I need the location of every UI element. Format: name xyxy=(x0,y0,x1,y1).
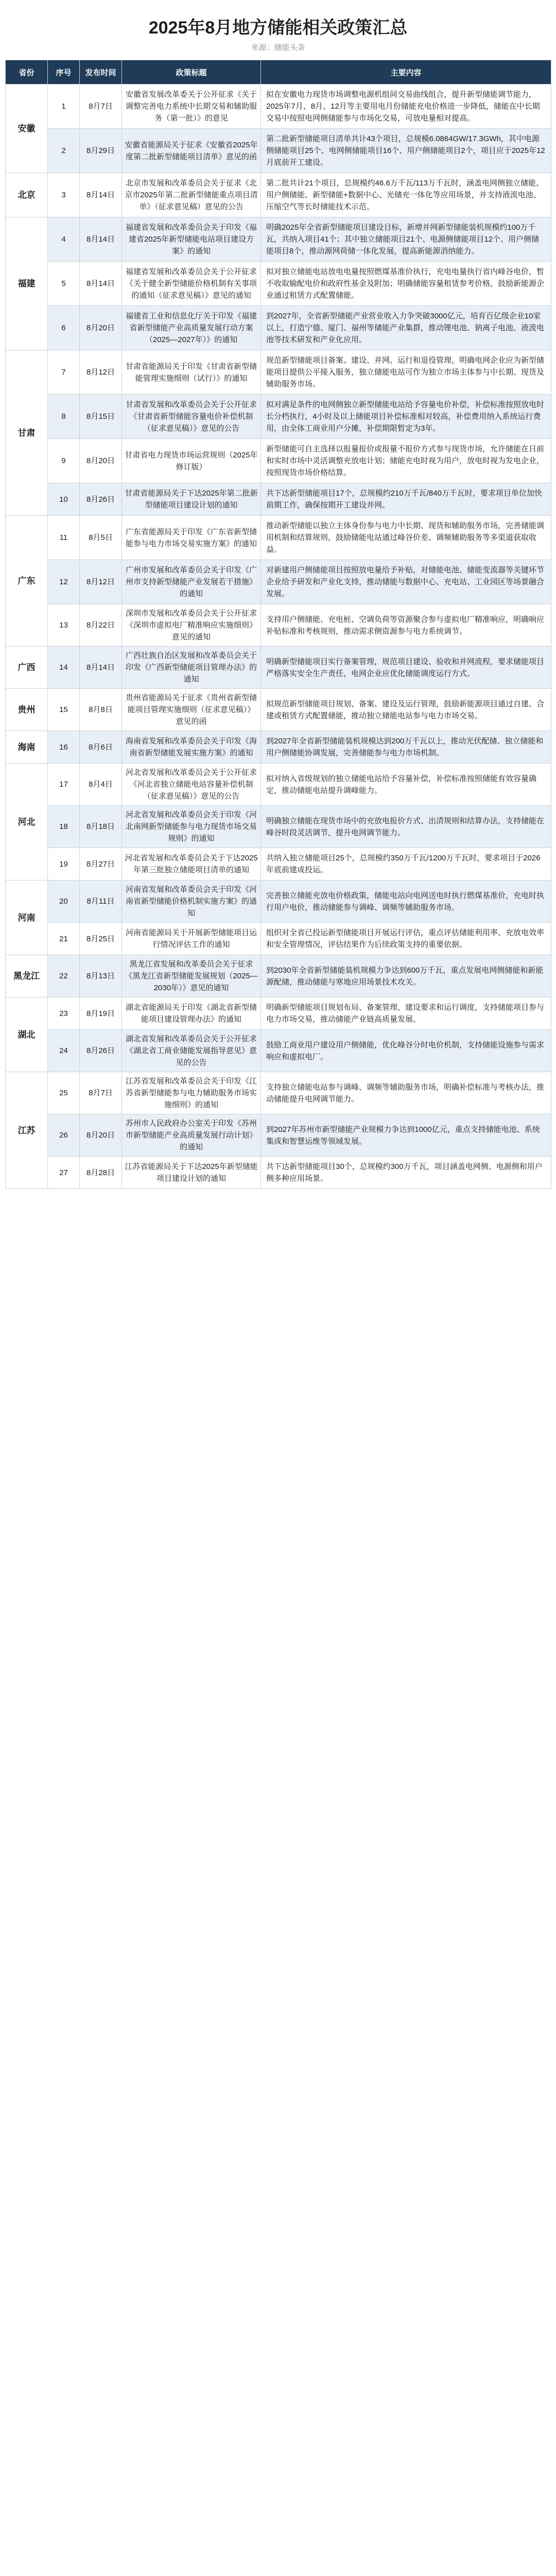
date-cell: 8月12日 xyxy=(80,350,122,395)
table-row xyxy=(6,955,551,997)
table-row xyxy=(6,395,551,439)
policy-title-cell: 广西壮族自治区发展和改革委员会关于印发《广西新型储能项目管理办法》的通知 xyxy=(122,647,261,689)
row-number-cell: 6 xyxy=(48,306,80,350)
policy-content-cell: 组织对全省已投运新型储能项目开展运行评估，重点评估储能利用率、充放电效率和安全管理情况，评估结果作为后续政策支持的重要依据。 xyxy=(261,923,551,955)
table-row xyxy=(6,217,551,262)
row-number-cell: 13 xyxy=(48,604,80,647)
table-row xyxy=(6,848,551,880)
date-cell: 8月19日 xyxy=(80,997,122,1030)
province-cell: 江苏 xyxy=(6,1072,48,1189)
date-cell: 8月14日 xyxy=(80,262,122,306)
table-row xyxy=(6,689,551,731)
date-cell: 8月14日 xyxy=(80,217,122,262)
policy-content-cell: 共纳入独立储能项目25个，总规模约350万千瓦/1200万千瓦时，要求项目于2026年底前建成投运。 xyxy=(261,848,551,880)
policy-title-cell: 黑龙江省发展和改革委员会关于征求《黑龙江省新型储能发展规划（2025—2030年）》意见的通知 xyxy=(122,955,261,997)
policy-title-cell: 福建省工业和信息化厅关于印发《福建省新型储能产业高质量发展行动方案（2025—2027年）》的通知 xyxy=(122,306,261,350)
province-cell: 河北 xyxy=(6,764,48,880)
source-label: 来源：储能头条 xyxy=(251,43,305,52)
date-cell: 8月20日 xyxy=(80,306,122,350)
row-number-cell: 11 xyxy=(48,516,80,560)
policy-content-cell: 完善独立储能充放电价格政策，储能电站向电网送电时执行燃煤基准价，充电时执行用户电价，推动储能参与调峰、调频等辅助服务市场。 xyxy=(261,880,551,923)
row-number-cell: 7 xyxy=(48,350,80,395)
policy-title-cell: 贵州省能源局关于征求《贵州省新型储能项目管理实施细则（征求意见稿）》意见的函 xyxy=(122,689,261,731)
policy-content-cell: 到2027年，全省新型储能产业营业收入力争突破3000亿元，培育百亿级企业10家以上，打造宁德、厦门、福州等储能产业集群，推动锂电池、钠离子电池、液流电池等技术研发和产业化应用。 xyxy=(261,306,551,350)
policy-title-cell: 甘肃省发展和改革委员会关于公开征求《甘肃省新型储能容量电价补偿机制（征求意见稿）》意见的公告 xyxy=(122,395,261,439)
province-cell: 福建 xyxy=(6,217,48,350)
province-cell: 黑龙江 xyxy=(6,955,48,997)
date-cell: 8月27日 xyxy=(80,848,122,880)
policy-content-cell: 新型储能可自主选择以报量报价或报量不报价方式参与现货市场，允许储能在日前和实时市场中灵活调整充放电计划；储能充电时视为用户，放电时视为发电企业，按照现货市场价格结算。 xyxy=(261,439,551,483)
row-number-cell: 1 xyxy=(48,84,80,129)
province-cell: 甘肃 xyxy=(6,350,48,516)
policy-content-cell: 明确2025年全省新型储能项目建设目标，新增并网新型储能装机规模约100万千瓦，共纳入项目41个；其中独立储能项目21个、电源侧储能项目12个、用户侧储能项目8个，推动源网荷储一体化发展，提高新能源消纳能力。 xyxy=(261,217,551,262)
table-row xyxy=(6,350,551,395)
policy-content-cell: 支持用户侧储能、充电桩、空调负荷等资源聚合参与虚拟电厂精准响应，明确响应补贴标准和考核规则，推动需求侧资源参与电力系统调节。 xyxy=(261,604,551,647)
policy-title-cell: 甘肃省电力现货市场运营规则（2025年修订版） xyxy=(122,439,261,483)
policy-content-cell: 拟对纳入省级规划的独立储能电站给予容量补偿，补偿标准按照储能有效容量确定，推动储能电站提升调峰能力。 xyxy=(261,764,551,806)
policy-title-cell: 苏州市人民政府办公室关于印发《苏州市新型储能产业高质量发展行动计划》的通知 xyxy=(122,1114,261,1157)
policy-content-cell: 拟规范新型储能项目规划、备案、建设及运行管理，鼓励新能源项目通过自建、合建或租赁方式配置储能，推动独立储能电站参与电力市场交易。 xyxy=(261,689,551,731)
policy-title-cell: 福建省发展和改革委员会关于公开征求《关于健全新型储能价格机制有关事项的通知（征求意见稿）》意见的通知 xyxy=(122,262,261,306)
province-cell: 河南 xyxy=(6,880,48,955)
table-row xyxy=(6,516,551,560)
policy-content-cell: 明确新型储能项目实行备案管理，规范项目建设、验收和并网流程，要求储能项目严格落实安全生产责任，电网企业应优化储能调度运行方式。 xyxy=(261,647,551,689)
page xyxy=(0,0,556,1199)
table-row xyxy=(6,923,551,955)
row-number-cell: 23 xyxy=(48,997,80,1030)
table-row xyxy=(6,604,551,647)
policy-content-cell: 共下达新型储能项目17个，总规模约210万千瓦/840万千瓦时，要求项目单位加快前期工作，确保按期开工建设并网。 xyxy=(261,483,551,516)
date-cell: 8月14日 xyxy=(80,647,122,689)
table-row xyxy=(6,1157,551,1189)
policy-title-cell: 江苏省发展和改革委员会关于印发《江苏省新型储能参与电力辅助服务市场实施细则》的通知 xyxy=(122,1072,261,1114)
policy-title-cell: 广东省能源局关于印发《广东省新型储能参与电力市场交易实施方案》的通知 xyxy=(122,516,261,560)
policy-title-cell: 北京市发展和改革委员会关于征求《北京市2025年第二批新型储能重点项目清单》（征求意见稿）意见的公告 xyxy=(122,173,261,217)
date-cell: 8月13日 xyxy=(80,955,122,997)
policy-content-cell: 拟在安徽电力现货市场调整电源机组间交易曲线组合，提升新型储能调节能力，2025年7月、8月、12月等主要用电月份储能充电价格进一步降低，储能在中长期交易中按照电网侧储能参与市场化交易，可放电量相对提高。 xyxy=(261,84,551,129)
policy-content-cell: 明确新型储能项目规划布局、备案管理、建设要求和运行调度，支持储能项目参与电力市场交易，推动储能产业链高质量发展。 xyxy=(261,997,551,1030)
policy-title-cell: 河南省能源局关于开展新型储能项目运行情况评估工作的通知 xyxy=(122,923,261,955)
policy-content-cell: 鼓励工商业用户建设用户侧储能，优化峰谷分时电价机制，支持储能设施参与需求响应和虚拟电厂。 xyxy=(261,1030,551,1072)
table-row xyxy=(6,439,551,483)
policy-title-cell: 河北省发展和改革委员会关于公开征求《河北省独立储能电站容量补偿机制（征求意见稿）》意见的公告 xyxy=(122,764,261,806)
row-number-cell: 16 xyxy=(48,731,80,764)
column-header: 主要内容 xyxy=(261,60,551,84)
table-row xyxy=(6,84,551,129)
column-header: 发布时间 xyxy=(80,60,122,84)
policy-content-cell: 拟对独立储能电站放电电量按照燃煤基准价执行，充电电量执行省内峰谷电价，暂不收取输配电价和政府性基金及附加；明确储能容量租赁参考价格，鼓励新能源企业通过租赁方式配置储能。 xyxy=(261,262,551,306)
table-row xyxy=(6,764,551,806)
date-cell: 8月5日 xyxy=(80,516,122,560)
policy-title-cell: 安徽省发展改革委关于公开征求《关于调整完善电力系统中长期交易和辅助服务（第一批）》的意见 xyxy=(122,84,261,129)
date-cell: 8月26日 xyxy=(80,483,122,516)
date-cell: 8月7日 xyxy=(80,84,122,129)
policy-content-cell: 第二批共计21个项目，总规模约46.6万千瓦/113万千瓦时，涵盖电网侧独立储能、用户侧储能、新型储能+数据中心、光储充一体化等应用场景，并支持液流电池、压缩空气等长时储能技术示范。 xyxy=(261,173,551,217)
policy-content-cell: 到2027年苏州市新型储能产业规模力争达到1000亿元，重点支持储能电池、系统集成和智慧运维等领域发展。 xyxy=(261,1114,551,1157)
policy-content-cell: 共下达新型储能项目30个，总规模约300万千瓦，项目涵盖电网侧、电源侧和用户侧多种应用场景。 xyxy=(261,1157,551,1189)
row-number-cell: 25 xyxy=(48,1072,80,1114)
row-number-cell: 17 xyxy=(48,764,80,806)
table-row xyxy=(6,173,551,217)
policy-content-cell: 规范新型储能项目备案、建设、并网、运行和退役管理，明确电网企业应为新型储能项目提供公平接入服务，独立储能电站可作为独立市场主体参与中长期、现货及辅助服务市场。 xyxy=(261,350,551,395)
column-header: 序号 xyxy=(48,60,80,84)
policy-content-cell: 第二批新型储能项目清单共计43个项目，总规模6.0864GW/17.3GWh，其中电源侧储能项目25个、电网侧储能项目16个、用户侧储能项目2个，项目应于2025年12月底前开工建设。 xyxy=(261,129,551,173)
row-number-cell: 18 xyxy=(48,806,80,848)
table-row xyxy=(6,997,551,1030)
province-cell: 北京 xyxy=(6,173,48,217)
province-cell: 海南 xyxy=(6,731,48,764)
row-number-cell: 19 xyxy=(48,848,80,880)
table-row xyxy=(6,306,551,350)
policy-title-cell: 深圳市发展和改革委员会关于公开征求《深圳市虚拟电厂精准响应实施细则》意见的通知 xyxy=(122,604,261,647)
policy-title-cell: 广州市发展和改革委员会关于印发《广州市支持新型储能产业发展若干措施》的通知 xyxy=(122,560,261,604)
date-cell: 8月29日 xyxy=(80,129,122,173)
policy-title-cell: 江苏省能源局关于下达2025年新型储能项目建设计划的通知 xyxy=(122,1157,261,1189)
date-cell: 8月8日 xyxy=(80,689,122,731)
province-cell: 湖北 xyxy=(6,997,48,1072)
policy-title-cell: 河南省发展和改革委员会关于印发《河南省新型储能价格机制实施方案》的通知 xyxy=(122,880,261,923)
row-number-cell: 20 xyxy=(48,880,80,923)
table-row xyxy=(6,880,551,923)
date-cell: 8月28日 xyxy=(80,1157,122,1189)
row-number-cell: 5 xyxy=(48,262,80,306)
table-row xyxy=(6,129,551,173)
table-row xyxy=(6,483,551,516)
policy-title-cell: 河北省发展和改革委员会关于下达2025年第三批独立储能项目清单的通知 xyxy=(122,848,261,880)
row-number-cell: 8 xyxy=(48,395,80,439)
column-header: 政策标题 xyxy=(122,60,261,84)
row-number-cell: 27 xyxy=(48,1157,80,1189)
policy-content-cell: 到2027年全省新型储能装机规模达到200万千瓦以上，推动光伏配储、独立储能和用户侧储能协调发展，完善储能参与电力市场机制。 xyxy=(261,731,551,764)
table-row xyxy=(6,731,551,764)
date-cell: 8月11日 xyxy=(80,880,122,923)
row-number-cell: 3 xyxy=(48,173,80,217)
policy-content-cell: 拟对满足条件的电网侧独立新型储能电站给予容量电价补偿，补偿标准按照放电时长分档执行，4小时及以上储能项目补偿标准相对较高，补偿费用纳入系统运行费用，由全体工商业用户分摊，补偿期限暂定为3年。 xyxy=(261,395,551,439)
row-number-cell: 26 xyxy=(48,1114,80,1157)
table-header-row xyxy=(6,60,551,84)
row-number-cell: 4 xyxy=(48,217,80,262)
province-cell: 贵州 xyxy=(6,689,48,731)
row-number-cell: 22 xyxy=(48,955,80,997)
table-row xyxy=(6,1114,551,1157)
date-cell: 8月7日 xyxy=(80,1072,122,1114)
policy-content-cell: 支持独立储能电站参与调峰、调频等辅助服务市场，明确补偿标准与考核办法，推动储能提升电网调节能力。 xyxy=(261,1072,551,1114)
row-number-cell: 21 xyxy=(48,923,80,955)
policy-title-cell: 甘肃省能源局关于印发《甘肃省新型储能管理实施细则（试行）》的通知 xyxy=(122,350,261,395)
table-body xyxy=(6,84,551,1189)
date-cell: 8月14日 xyxy=(80,173,122,217)
policy-content-cell: 对新建用户侧储能项目按照放电量给予补贴，对储能电池、储能变流器等关键环节企业给予研发和产业化支持，推动储能与数据中心、充电站、工业园区等场景融合发展。 xyxy=(261,560,551,604)
table-row xyxy=(6,560,551,604)
date-cell: 8月20日 xyxy=(80,1114,122,1157)
table-row xyxy=(6,806,551,848)
page-title: 2025年8月地方储能相关政策汇总 xyxy=(148,18,408,38)
policy-content-cell: 推动新型储能以独立主体身份参与电力中长期、现货和辅助服务市场，完善储能调用机制和结算规则，鼓励储能电站通过峰谷价差、调频辅助服务等多渠道获取收益。 xyxy=(261,516,551,560)
policy-table xyxy=(5,60,551,1189)
date-cell: 8月4日 xyxy=(80,764,122,806)
policy-title-cell: 湖北省能源局关于印发《湖北省新型储能项目建设管理办法》的通知 xyxy=(122,997,261,1030)
row-number-cell: 12 xyxy=(48,560,80,604)
row-number-cell: 10 xyxy=(48,483,80,516)
row-number-cell: 24 xyxy=(48,1030,80,1072)
column-header: 省份 xyxy=(6,60,48,84)
date-cell: 8月25日 xyxy=(80,923,122,955)
date-cell: 8月26日 xyxy=(80,1030,122,1072)
date-cell: 8月22日 xyxy=(80,604,122,647)
table-row xyxy=(6,1030,551,1072)
table-row xyxy=(6,647,551,689)
policy-title-cell: 安徽省能源局关于征求《安徽省2025年度第二批新型储能项目清单》意见的函 xyxy=(122,129,261,173)
policy-title-cell: 福建省发展和改革委员会关于印发《福建省2025年新型储能电站项目建设方案》的通知 xyxy=(122,217,261,262)
date-cell: 8月15日 xyxy=(80,395,122,439)
policy-title-cell: 河北省发展和改革委员会关于印发《河北南网新型储能参与电力现货市场交易规则》的通知 xyxy=(122,806,261,848)
row-number-cell: 14 xyxy=(48,647,80,689)
row-number-cell: 2 xyxy=(48,129,80,173)
date-cell: 8月12日 xyxy=(80,560,122,604)
row-number-cell: 15 xyxy=(48,689,80,731)
date-cell: 8月20日 xyxy=(80,439,122,483)
policy-content-cell: 到2030年全省新型储能装机规模力争达到600万千瓦，重点发展电网侧储能和新能源配储，推动储能与寒地应用场景技术攻关。 xyxy=(261,955,551,997)
policy-title-cell: 海南省发展和改革委员会关于印发《海南省新型储能发展实施方案》的通知 xyxy=(122,731,261,764)
policy-title-cell: 湖北省发展和改革委员会关于公开征求《湖北省工商业储能发展指导意见》意见的公告 xyxy=(122,1030,261,1072)
province-cell: 广西 xyxy=(6,647,48,689)
province-cell: 安徽 xyxy=(6,84,48,173)
date-cell: 8月18日 xyxy=(80,806,122,848)
table-row xyxy=(6,1072,551,1114)
policy-content-cell: 明确独立储能在现货市场中的充放电报价方式、出清规则和结算办法，支持储能在峰谷时段灵活调节，提升电网调节能力。 xyxy=(261,806,551,848)
row-number-cell: 9 xyxy=(48,439,80,483)
table-row xyxy=(6,262,551,306)
policy-title-cell: 甘肃省能源局关于下达2025年第二批新型储能项目建设计划的通知 xyxy=(122,483,261,516)
date-cell: 8月6日 xyxy=(80,731,122,764)
province-cell: 广东 xyxy=(6,516,48,647)
